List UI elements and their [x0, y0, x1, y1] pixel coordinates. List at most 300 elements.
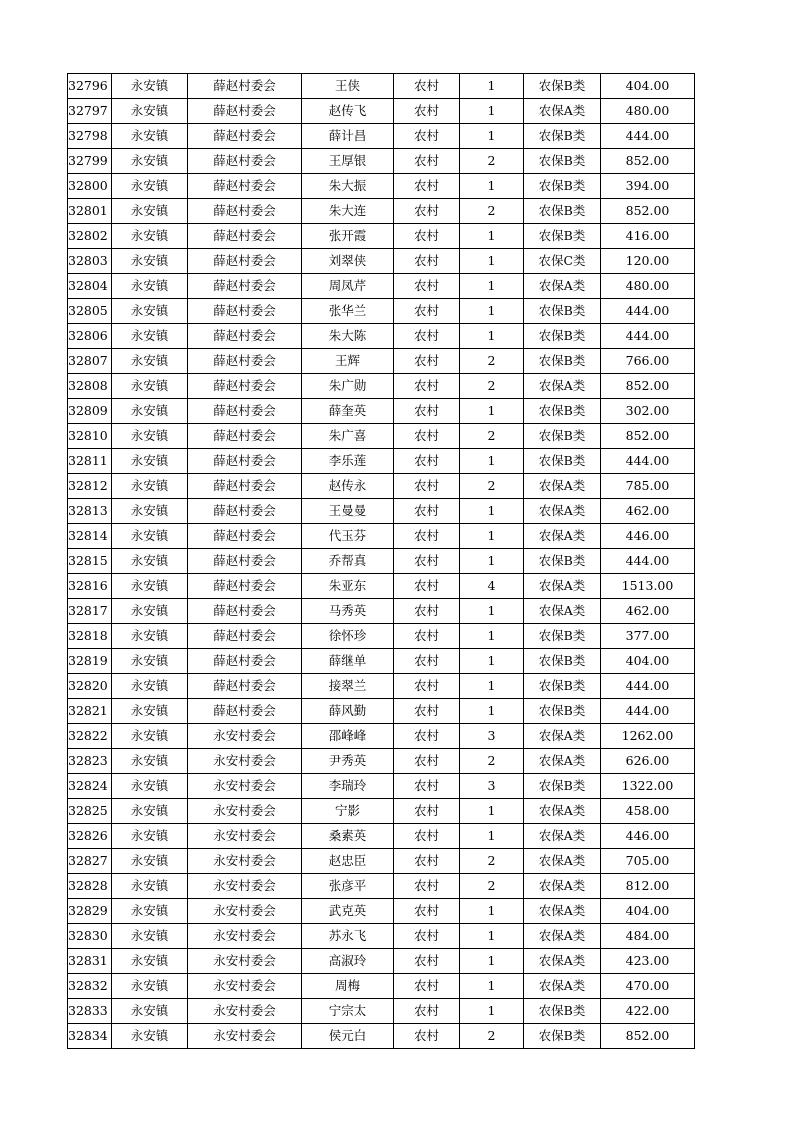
cell-count: 1 [460, 949, 524, 974]
roster-table [67, 73, 695, 1049]
cell-amount: 416.00 [601, 224, 695, 249]
table-row [68, 824, 695, 849]
cell-type: 农村 [394, 274, 460, 299]
cell-name: 张彦平 [302, 874, 394, 899]
cell-count: 1 [460, 524, 524, 549]
cell-id: 32827 [68, 849, 112, 874]
cell-type: 农村 [394, 149, 460, 174]
cell-village: 薛赵村委会 [188, 474, 302, 499]
cell-town: 永安镇 [112, 924, 188, 949]
cell-type: 农村 [394, 474, 460, 499]
cell-village: 薛赵村委会 [188, 449, 302, 474]
table-row [68, 199, 695, 224]
cell-type: 农村 [394, 74, 460, 99]
cell-name: 朱亚东 [302, 574, 394, 599]
cell-amount: 444.00 [601, 699, 695, 724]
cell-count: 2 [460, 149, 524, 174]
cell-town: 永安镇 [112, 224, 188, 249]
cell-category: 农保A类 [524, 874, 601, 899]
cell-village: 薛赵村委会 [188, 149, 302, 174]
cell-amount: 480.00 [601, 274, 695, 299]
cell-village: 永安村委会 [188, 974, 302, 999]
table-row [68, 349, 695, 374]
cell-name: 薛奎英 [302, 399, 394, 424]
cell-category: 农保B类 [524, 699, 601, 724]
cell-category: 农保B类 [524, 624, 601, 649]
cell-type: 农村 [394, 699, 460, 724]
cell-type: 农村 [394, 849, 460, 874]
cell-amount: 444.00 [601, 674, 695, 699]
cell-village: 薛赵村委会 [188, 574, 302, 599]
cell-village: 薛赵村委会 [188, 224, 302, 249]
cell-category: 农保A类 [524, 824, 601, 849]
cell-count: 1 [460, 974, 524, 999]
cell-town: 永安镇 [112, 899, 188, 924]
cell-amount: 404.00 [601, 74, 695, 99]
cell-type: 农村 [394, 124, 460, 149]
cell-name: 张开霞 [302, 224, 394, 249]
cell-id: 32804 [68, 274, 112, 299]
cell-id: 32821 [68, 699, 112, 724]
cell-type: 农村 [394, 224, 460, 249]
cell-town: 永安镇 [112, 574, 188, 599]
cell-name: 乔帮真 [302, 549, 394, 574]
table-row [68, 249, 695, 274]
cell-name: 李瑞玲 [302, 774, 394, 799]
cell-type: 农村 [394, 674, 460, 699]
cell-type: 农村 [394, 724, 460, 749]
cell-count: 1 [460, 499, 524, 524]
cell-type: 农村 [394, 399, 460, 424]
cell-amount: 852.00 [601, 1024, 695, 1049]
table-row [68, 699, 695, 724]
cell-category: 农保B类 [524, 74, 601, 99]
cell-name: 代玉芬 [302, 524, 394, 549]
table-row [68, 124, 695, 149]
cell-category: 农保B类 [524, 1024, 601, 1049]
cell-name: 薛继单 [302, 649, 394, 674]
cell-town: 永安镇 [112, 849, 188, 874]
cell-id: 32803 [68, 249, 112, 274]
cell-village: 薛赵村委会 [188, 199, 302, 224]
cell-id: 32825 [68, 799, 112, 824]
cell-count: 1 [460, 624, 524, 649]
cell-town: 永安镇 [112, 349, 188, 374]
cell-count: 2 [460, 374, 524, 399]
cell-name: 尹秀英 [302, 749, 394, 774]
cell-town: 永安镇 [112, 124, 188, 149]
cell-category: 农保B类 [524, 199, 601, 224]
cell-amount: 444.00 [601, 549, 695, 574]
cell-category: 农保A类 [524, 474, 601, 499]
cell-amount: 446.00 [601, 824, 695, 849]
cell-id: 32796 [68, 74, 112, 99]
cell-type: 农村 [394, 874, 460, 899]
cell-village: 薛赵村委会 [188, 699, 302, 724]
cell-amount: 423.00 [601, 949, 695, 974]
cell-amount: 766.00 [601, 349, 695, 374]
cell-amount: 812.00 [601, 874, 695, 899]
cell-town: 永安镇 [112, 399, 188, 424]
cell-count: 1 [460, 899, 524, 924]
table-row [68, 899, 695, 924]
cell-id: 32801 [68, 199, 112, 224]
cell-id: 32817 [68, 599, 112, 624]
table-row [68, 974, 695, 999]
cell-town: 永安镇 [112, 949, 188, 974]
cell-count: 2 [460, 849, 524, 874]
cell-count: 3 [460, 774, 524, 799]
cell-village: 薛赵村委会 [188, 349, 302, 374]
cell-town: 永安镇 [112, 824, 188, 849]
cell-town: 永安镇 [112, 374, 188, 399]
cell-type: 农村 [394, 99, 460, 124]
table-row [68, 524, 695, 549]
cell-village: 薛赵村委会 [188, 324, 302, 349]
cell-amount: 852.00 [601, 199, 695, 224]
cell-id: 32814 [68, 524, 112, 549]
cell-village: 薛赵村委会 [188, 424, 302, 449]
cell-amount: 444.00 [601, 124, 695, 149]
cell-name: 宁影 [302, 799, 394, 824]
cell-id: 32819 [68, 649, 112, 674]
cell-type: 农村 [394, 924, 460, 949]
cell-name: 朱广勋 [302, 374, 394, 399]
table-row [68, 774, 695, 799]
cell-count: 1 [460, 124, 524, 149]
cell-id: 32833 [68, 999, 112, 1024]
cell-village: 永安村委会 [188, 774, 302, 799]
cell-type: 农村 [394, 574, 460, 599]
cell-id: 32834 [68, 1024, 112, 1049]
cell-count: 1 [460, 399, 524, 424]
table-row [68, 949, 695, 974]
roster-body [68, 74, 695, 1049]
cell-town: 永安镇 [112, 99, 188, 124]
cell-name: 朱广喜 [302, 424, 394, 449]
cell-town: 永安镇 [112, 699, 188, 724]
table-row [68, 324, 695, 349]
cell-village: 永安村委会 [188, 824, 302, 849]
cell-name: 薛风勤 [302, 699, 394, 724]
cell-village: 永安村委会 [188, 899, 302, 924]
cell-town: 永安镇 [112, 749, 188, 774]
table-row [68, 374, 695, 399]
cell-count: 1 [460, 649, 524, 674]
cell-id: 32816 [68, 574, 112, 599]
cell-amount: 785.00 [601, 474, 695, 499]
cell-count: 1 [460, 699, 524, 724]
cell-type: 农村 [394, 499, 460, 524]
cell-amount: 462.00 [601, 599, 695, 624]
cell-count: 1 [460, 799, 524, 824]
cell-village: 永安村委会 [188, 924, 302, 949]
table-row [68, 549, 695, 574]
cell-amount: 302.00 [601, 399, 695, 424]
cell-village: 薛赵村委会 [188, 124, 302, 149]
cell-category: 农保B类 [524, 674, 601, 699]
cell-category: 农保A类 [524, 599, 601, 624]
cell-name: 赵传飞 [302, 99, 394, 124]
table-row [68, 1024, 695, 1049]
cell-town: 永安镇 [112, 724, 188, 749]
cell-name: 接翠兰 [302, 674, 394, 699]
table-row [68, 799, 695, 824]
cell-category: 农保A类 [524, 274, 601, 299]
cell-count: 1 [460, 999, 524, 1024]
table-row [68, 99, 695, 124]
cell-category: 农保B类 [524, 174, 601, 199]
cell-count: 1 [460, 99, 524, 124]
cell-village: 永安村委会 [188, 949, 302, 974]
cell-town: 永安镇 [112, 274, 188, 299]
cell-category: 农保A类 [524, 724, 601, 749]
cell-amount: 422.00 [601, 999, 695, 1024]
cell-id: 32807 [68, 349, 112, 374]
cell-amount: 444.00 [601, 324, 695, 349]
cell-name: 周凤芹 [302, 274, 394, 299]
cell-count: 2 [460, 874, 524, 899]
cell-town: 永安镇 [112, 324, 188, 349]
cell-category: 农保A类 [524, 99, 601, 124]
cell-count: 1 [460, 549, 524, 574]
cell-name: 邵峰峰 [302, 724, 394, 749]
cell-amount: 404.00 [601, 649, 695, 674]
cell-type: 农村 [394, 549, 460, 574]
cell-type: 农村 [394, 374, 460, 399]
cell-type: 农村 [394, 299, 460, 324]
cell-name: 朱大陈 [302, 324, 394, 349]
cell-town: 永安镇 [112, 149, 188, 174]
cell-village: 薛赵村委会 [188, 274, 302, 299]
cell-type: 农村 [394, 824, 460, 849]
cell-amount: 470.00 [601, 974, 695, 999]
cell-id: 32813 [68, 499, 112, 524]
table-row [68, 624, 695, 649]
cell-id: 32806 [68, 324, 112, 349]
cell-name: 周梅 [302, 974, 394, 999]
table-row [68, 474, 695, 499]
cell-village: 薛赵村委会 [188, 174, 302, 199]
cell-count: 1 [460, 74, 524, 99]
cell-amount: 120.00 [601, 249, 695, 274]
cell-id: 32823 [68, 749, 112, 774]
cell-name: 张华兰 [302, 299, 394, 324]
cell-count: 1 [460, 224, 524, 249]
cell-type: 农村 [394, 324, 460, 349]
cell-name: 苏永飞 [302, 924, 394, 949]
cell-village: 薛赵村委会 [188, 399, 302, 424]
cell-category: 农保B类 [524, 774, 601, 799]
cell-id: 32831 [68, 949, 112, 974]
cell-amount: 462.00 [601, 499, 695, 524]
cell-amount: 404.00 [601, 899, 695, 924]
cell-amount: 458.00 [601, 799, 695, 824]
cell-type: 农村 [394, 624, 460, 649]
cell-type: 农村 [394, 974, 460, 999]
cell-id: 32809 [68, 399, 112, 424]
table-row [68, 999, 695, 1024]
cell-amount: 852.00 [601, 374, 695, 399]
cell-town: 永安镇 [112, 174, 188, 199]
table-row [68, 924, 695, 949]
cell-id: 32812 [68, 474, 112, 499]
cell-town: 永安镇 [112, 999, 188, 1024]
cell-village: 薛赵村委会 [188, 499, 302, 524]
cell-count: 1 [460, 274, 524, 299]
cell-type: 农村 [394, 249, 460, 274]
table-row [68, 574, 695, 599]
cell-type: 农村 [394, 349, 460, 374]
cell-category: 农保B类 [524, 999, 601, 1024]
cell-id: 32797 [68, 99, 112, 124]
cell-type: 农村 [394, 449, 460, 474]
cell-id: 32832 [68, 974, 112, 999]
cell-name: 高淑玲 [302, 949, 394, 974]
cell-name: 侯元白 [302, 1024, 394, 1049]
table-row [68, 724, 695, 749]
cell-type: 农村 [394, 649, 460, 674]
table-row [68, 399, 695, 424]
cell-village: 薛赵村委会 [188, 549, 302, 574]
cell-count: 1 [460, 249, 524, 274]
cell-id: 32800 [68, 174, 112, 199]
cell-count: 1 [460, 674, 524, 699]
cell-amount: 377.00 [601, 624, 695, 649]
cell-town: 永安镇 [112, 449, 188, 474]
cell-town: 永安镇 [112, 674, 188, 699]
cell-town: 永安镇 [112, 424, 188, 449]
cell-town: 永安镇 [112, 799, 188, 824]
cell-id: 32829 [68, 899, 112, 924]
cell-type: 农村 [394, 1024, 460, 1049]
cell-category: 农保A类 [524, 524, 601, 549]
cell-village: 薛赵村委会 [188, 374, 302, 399]
cell-name: 李乐莲 [302, 449, 394, 474]
cell-village: 薛赵村委会 [188, 299, 302, 324]
cell-id: 32810 [68, 424, 112, 449]
cell-count: 1 [460, 924, 524, 949]
cell-town: 永安镇 [112, 549, 188, 574]
cell-category: 农保A类 [524, 974, 601, 999]
cell-amount: 852.00 [601, 149, 695, 174]
cell-category: 农保B类 [524, 649, 601, 674]
cell-village: 薛赵村委会 [188, 249, 302, 274]
cell-id: 32798 [68, 124, 112, 149]
cell-count: 2 [460, 474, 524, 499]
cell-category: 农保B类 [524, 549, 601, 574]
cell-village: 永安村委会 [188, 724, 302, 749]
cell-amount: 1513.00 [601, 574, 695, 599]
cell-count: 1 [460, 174, 524, 199]
cell-category: 农保B类 [524, 349, 601, 374]
cell-amount: 1322.00 [601, 774, 695, 799]
cell-town: 永安镇 [112, 74, 188, 99]
cell-type: 农村 [394, 749, 460, 774]
table-row [68, 224, 695, 249]
cell-name: 王曼曼 [302, 499, 394, 524]
cell-category: 农保B类 [524, 449, 601, 474]
table-row [68, 274, 695, 299]
cell-name: 朱大振 [302, 174, 394, 199]
cell-town: 永安镇 [112, 874, 188, 899]
cell-village: 薛赵村委会 [188, 74, 302, 99]
cell-village: 永安村委会 [188, 999, 302, 1024]
cell-count: 4 [460, 574, 524, 599]
cell-town: 永安镇 [112, 624, 188, 649]
cell-town: 永安镇 [112, 199, 188, 224]
cell-village: 薛赵村委会 [188, 524, 302, 549]
cell-name: 桑素英 [302, 824, 394, 849]
cell-id: 32826 [68, 824, 112, 849]
cell-name: 宁宗太 [302, 999, 394, 1024]
cell-id: 32811 [68, 449, 112, 474]
table-row [68, 749, 695, 774]
cell-category: 农保C类 [524, 249, 601, 274]
cell-town: 永安镇 [112, 974, 188, 999]
cell-town: 永安镇 [112, 499, 188, 524]
cell-town: 永安镇 [112, 524, 188, 549]
table-row [68, 649, 695, 674]
cell-town: 永安镇 [112, 1024, 188, 1049]
cell-village: 薛赵村委会 [188, 674, 302, 699]
cell-category: 农保B类 [524, 299, 601, 324]
cell-village: 永安村委会 [188, 799, 302, 824]
cell-town: 永安镇 [112, 474, 188, 499]
cell-amount: 444.00 [601, 449, 695, 474]
cell-category: 农保B类 [524, 124, 601, 149]
cell-type: 农村 [394, 774, 460, 799]
cell-id: 32818 [68, 624, 112, 649]
cell-village: 永安村委会 [188, 749, 302, 774]
cell-amount: 626.00 [601, 749, 695, 774]
cell-type: 农村 [394, 999, 460, 1024]
cell-id: 32830 [68, 924, 112, 949]
cell-id: 32799 [68, 149, 112, 174]
table-row [68, 174, 695, 199]
table-row [68, 299, 695, 324]
cell-type: 农村 [394, 174, 460, 199]
cell-category: 农保A类 [524, 949, 601, 974]
cell-id: 32824 [68, 774, 112, 799]
cell-category: 农保B类 [524, 399, 601, 424]
cell-type: 农村 [394, 424, 460, 449]
cell-type: 农村 [394, 524, 460, 549]
cell-amount: 1262.00 [601, 724, 695, 749]
cell-count: 1 [460, 449, 524, 474]
cell-category: 农保B类 [524, 324, 601, 349]
cell-count: 2 [460, 424, 524, 449]
cell-name: 赵传永 [302, 474, 394, 499]
cell-town: 永安镇 [112, 649, 188, 674]
cell-count: 1 [460, 324, 524, 349]
cell-category: 农保A类 [524, 849, 601, 874]
cell-village: 永安村委会 [188, 1024, 302, 1049]
cell-type: 农村 [394, 949, 460, 974]
cell-name: 刘翠侠 [302, 249, 394, 274]
cell-name: 赵忠臣 [302, 849, 394, 874]
cell-id: 32820 [68, 674, 112, 699]
table-row [68, 674, 695, 699]
cell-amount: 444.00 [601, 299, 695, 324]
cell-count: 2 [460, 1024, 524, 1049]
table-row [68, 599, 695, 624]
cell-amount: 446.00 [601, 524, 695, 549]
cell-count: 2 [460, 349, 524, 374]
table-row [68, 499, 695, 524]
cell-village: 薛赵村委会 [188, 649, 302, 674]
cell-category: 农保A类 [524, 799, 601, 824]
